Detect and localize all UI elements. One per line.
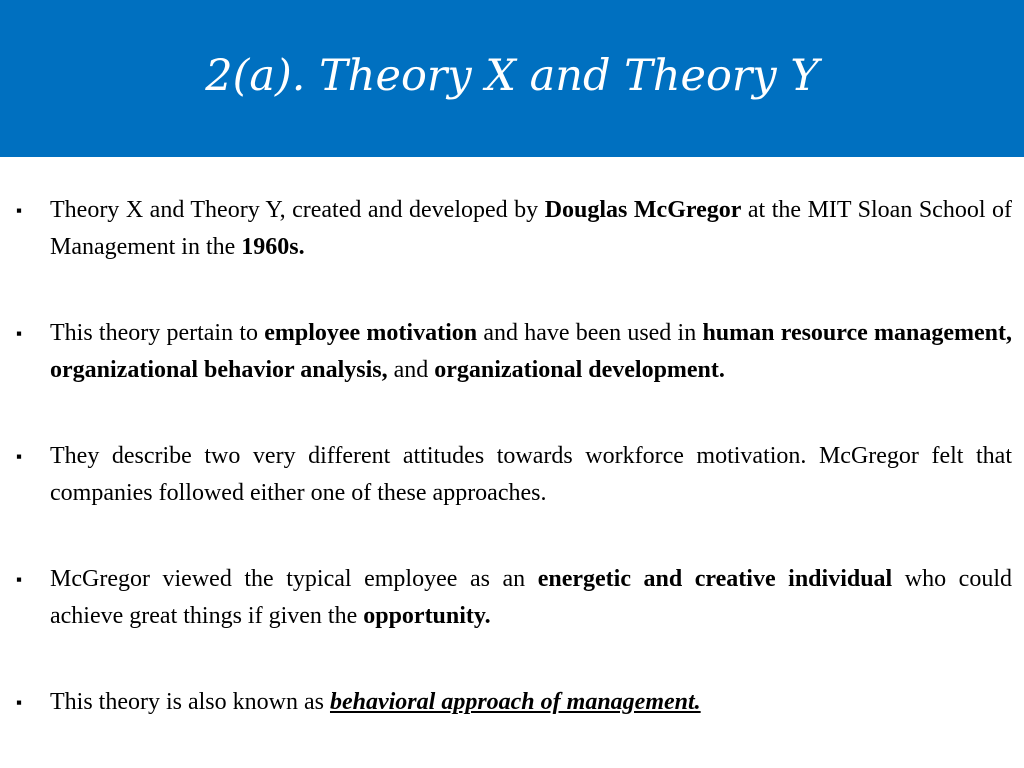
bullet-square-icon: ▪	[16, 570, 23, 589]
bullet-text-bold: human resource management, organizational behavior analysis,	[50, 320, 1013, 383]
slide-title: 2(a). Theory X and Theory Y	[205, 51, 819, 101]
bullet-text-bold: organizational development.	[434, 357, 725, 383]
bullet-text: McGregor viewed the typical employee as an	[50, 566, 538, 592]
bullet-text: This theory pertain to	[50, 320, 265, 346]
bullet-square-icon: ▪	[16, 324, 23, 343]
bullet-text-bold: energetic and creative individual	[537, 566, 893, 592]
bullet-text: This theory is also known as	[50, 689, 330, 715]
bullet-text: Theory X and Theory Y, created and developed by	[50, 197, 545, 223]
bullet-item	[12, 315, 1012, 389]
bullet-text: at the MIT Sloan School of Management in the	[50, 197, 1012, 260]
bullet-text: and have been used in	[477, 320, 703, 346]
bullet-square-icon: ▪	[16, 201, 23, 220]
bullet-text-bold: employee motivation	[264, 320, 478, 346]
bullet-item	[12, 561, 1012, 635]
bullet-item	[12, 438, 1012, 512]
bullet-text-bold: Douglas McGregor	[544, 197, 742, 223]
bullet-text-bold: 1960s.	[241, 234, 305, 260]
bullet-square-icon: ▪	[16, 447, 23, 466]
title-banner	[0, 0, 1024, 157]
bullet-square-icon: ▪	[16, 693, 23, 712]
bullet-text-bold: opportunity.	[363, 603, 491, 629]
bullet-list	[12, 168, 1012, 745]
bullet-text: They describe two very different attitudes towards workforce motivation. McGregor felt that companies followed either one of these approaches.	[50, 443, 1012, 506]
bullet-item	[12, 684, 1012, 721]
bullet-item	[12, 192, 1012, 266]
bullet-text-emphasis: behavioral approach of management.	[329, 689, 701, 715]
bullet-text: and	[387, 357, 435, 383]
bullet-text: who could achieve great things if given the	[50, 566, 1012, 629]
